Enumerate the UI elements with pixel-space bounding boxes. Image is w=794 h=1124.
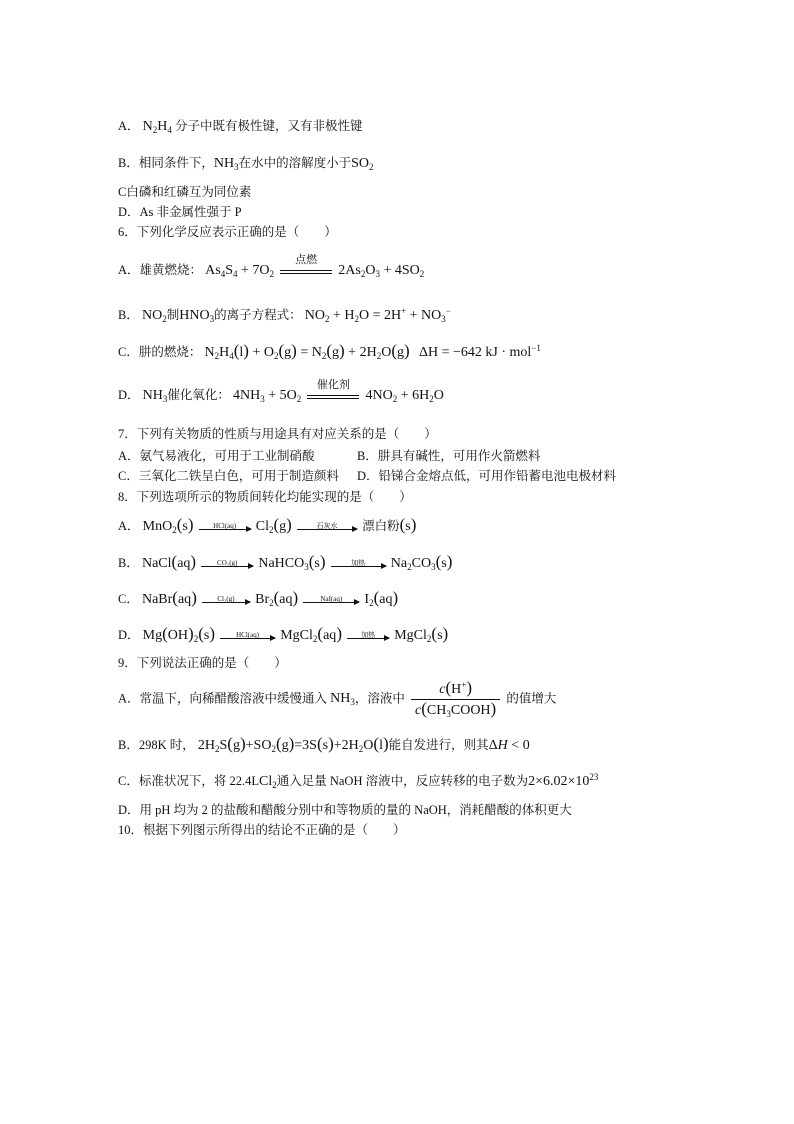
q9-option-b: B．298K 时， $2H_2S(g)+SO_2(g)=3S(s)+2H_2O(l)$能自发进行，则其ΔH < 0 <box>118 734 530 754</box>
q5-option-d: D．As 非金属性强于 P <box>118 205 242 219</box>
q6-option-d: D． $NH_3$催化氧化： $4NH_3 + 5O_2$ 催化剂 $4NO_2 + 6H_2O$ <box>118 378 444 404</box>
q8c-arrow-1: Cl₂(g) <box>202 600 250 601</box>
q6-option-a: A．雄黄燃烧： $As_4S_4 + 7O_2$ 点燃 $2As_2O_3 + 4SO_2$ <box>118 253 425 279</box>
q7-stem: 7．下列有关物质的性质与用途具有对应关系的是（ ） <box>118 427 437 441</box>
q8a-arrow-2: 石灰水 <box>297 527 357 528</box>
q8d-arrow-2: 加热 <box>347 636 389 637</box>
q9-option-d: D．用 pH 均为 2 的盐酸和醋酸分别中和等物质的量的 NaOH，消耗醋酸的体积更大 <box>118 803 572 817</box>
q8c-arrow-2: NaI(aq) <box>303 600 359 601</box>
q9-option-c: C．标准状况下，将 22.4LCl$_2$通入足量 NaOH 溶液中，反应转移的电子数为$2\times 6.02\times 10^{23}$ <box>118 772 599 790</box>
q8b-arrow-1: CO₂(g) <box>201 564 253 565</box>
q9a-fraction: $\frac{c(H^+)}{c(CH_3COOH)}$ <box>411 680 500 719</box>
q9-stem: 9．下列说法正确的是（ ） <box>118 656 287 670</box>
q9-option-a: A．常温下，向稀醋酸溶液中缓慢通入 $NH_3$，溶液中 $\frac{c(H^+)}{c(CH_3COOH)}$ 的值增大 <box>118 678 557 719</box>
q8-option-b: B． NaCl(aq) CO₂(g) NaHCO$_3$(s) 加热 $Na_2CO_3(s)$ <box>118 552 453 572</box>
q6-option-b: B． $NO_2$制$HNO_3$的离子方程式： $NO_2 + H_2O = 2H^+ + NO_3^-$ <box>118 306 451 324</box>
q6-stem: 6．下列化学反应表示正确的是（ ） <box>118 225 337 239</box>
q8-option-c: C． NaBr(aq) Cl₂(g) $Br_2(aq)$ NaI(aq) $I_2(aq)$ <box>118 588 399 608</box>
q5-option-a: A． $N_2H_4$ 分子中既有极性键，又有非极性键 <box>118 119 363 135</box>
q6d-condition-arrow: 催化剂 <box>307 393 359 399</box>
q8d-arrow-1: HCl(aq) <box>220 636 275 637</box>
q7-option-c: C．三氧化二铁呈白色，可用于制造颜料 <box>118 469 339 483</box>
q6a-condition-arrow: 点燃 <box>280 268 332 274</box>
q8a-arrow-1: HCl(aq) <box>199 527 251 528</box>
q8-stem: 8．下列选项所示的物质间转化均能实现的是（ ） <box>118 490 412 504</box>
q7-option-a: A．氨气易液化，可用于工业制硝酸 <box>118 449 315 463</box>
q10-stem: 10．根据下列图示所得出的结论不正确的是（ ） <box>118 823 406 837</box>
q8b-arrow-2: 加热 <box>331 564 386 565</box>
q7-option-b: B．肼具有碱性，可用作火箭燃料 <box>357 449 541 463</box>
q5-option-b: B．相同条件下，$NH_3$在水中的溶解度小于$SO_2$ <box>118 156 374 172</box>
q6-option-c: C．肼的燃烧： $N_2H_4(l) + O_2(g) = N_2(g) + 2H_2O(g)$ ΔH = −642 kJ · mol$^{-1}$ <box>118 341 541 361</box>
q5-option-c: C白磷和红磷互为同位素 <box>118 185 252 199</box>
q8-option-d: D． $Mg(OH)_2(s)$ HCl(aq) MgCl$_2$(aq) 加热 MgCl$_2$(s) <box>118 624 449 644</box>
q8-option-a: A． MnO$_2$(s) HCl(aq) $Cl_2(g)$ 石灰水 漂白粉(s) <box>118 515 417 535</box>
q7-option-d: D．铅锑合金熔点低，可用作铅蓄电池电极材料 <box>357 469 617 483</box>
